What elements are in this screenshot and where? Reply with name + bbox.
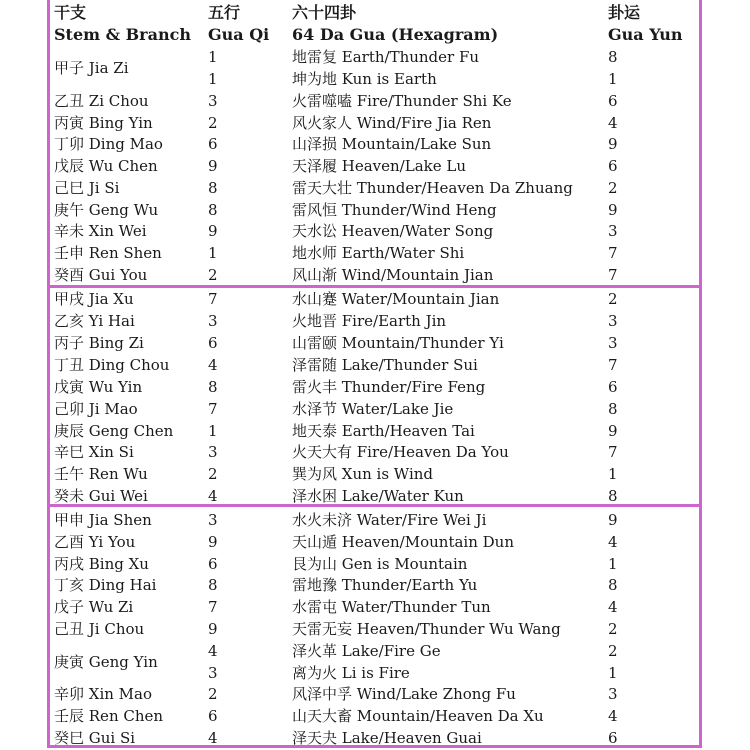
stem-branch-cell: 戊子 Wu Zi <box>54 598 134 616</box>
gua-qi-cell: 2 <box>208 465 218 483</box>
header-stem-branch-cn: 干支 <box>54 3 87 22</box>
hexagram-cell: 泽火革 Lake/Fire Ge <box>292 642 441 660</box>
stem-branch-cell: 癸未 Gui Wei <box>54 487 148 505</box>
hexagram-cell: 巽为风 Xun is Wind <box>292 465 434 483</box>
hexagram-cell: 水山蹇 Water/Mountain Jian <box>292 290 500 308</box>
stem-branch-cell: 丁丑 Ding Chou <box>54 356 170 374</box>
gua-qi-cell: 2 <box>208 114 218 132</box>
gua-yun-cell: 4 <box>608 533 618 551</box>
gua-yun-cell: 3 <box>608 685 618 703</box>
gua-qi-cell: 1 <box>208 48 218 66</box>
stem-branch-cell: 戊辰 Wu Chen <box>54 157 158 175</box>
stem-branch-cell: 壬辰 Ren Chen <box>54 707 164 725</box>
gua-yun-cell: 1 <box>608 664 618 682</box>
gua-qi-cell: 2 <box>208 685 218 703</box>
stem-branch-cell: 庚辰 Geng Chen <box>54 422 174 440</box>
gua-qi-cell: 1 <box>208 244 218 262</box>
stem-branch-cell: 癸巳 Gui Si <box>54 729 136 747</box>
hexagram-cell: 地水师 Earth/Water Shi <box>292 244 465 262</box>
gua-qi-cell: 3 <box>208 443 218 461</box>
gua-yun-cell: 7 <box>608 244 618 262</box>
gua-qi-cell: 9 <box>208 533 218 551</box>
stem-branch-cell: 辛未 Xin Wei <box>54 222 147 240</box>
gua-yun-cell: 7 <box>608 443 618 461</box>
gua-yun-cell: 9 <box>608 201 618 219</box>
gua-qi-cell: 8 <box>208 378 218 396</box>
stem-branch-cell: 乙丑 Zi Chou <box>54 92 149 110</box>
hexagram-cell: 雷火丰 Thunder/Fire Feng <box>292 378 486 396</box>
hexagram-cell: 泽雷随 Lake/Thunder Sui <box>292 356 478 374</box>
gua-qi-cell: 4 <box>208 729 218 747</box>
stem-branch-cell: 丙戌 Bing Xu <box>54 555 149 573</box>
hexagram-cell: 火天大有 Fire/Heaven Da You <box>292 443 509 461</box>
hexagram-cell: 风泽中孚 Wind/Lake Zhong Fu <box>292 685 516 703</box>
hexagram-cell: 天雷无妄 Heaven/Thunder Wu Wang <box>292 620 561 638</box>
stem-branch-cell: 丙子 Bing Zi <box>54 334 144 352</box>
gua-qi-cell: 7 <box>208 290 218 308</box>
hexagram-cell: 泽天夬 Lake/Heaven Guai <box>292 729 482 747</box>
gua-qi-cell: 4 <box>208 642 218 660</box>
gua-qi-cell: 8 <box>208 179 218 197</box>
stem-branch-cell: 癸酉 Gui You <box>54 266 148 284</box>
gua-qi-cell: 6 <box>208 707 218 725</box>
hexagram-cell: 水火未济 Water/Fire Wei Ji <box>292 511 487 529</box>
stem-branch-cell: 己巳 Ji Si <box>54 179 120 197</box>
stem-branch-cell: 乙亥 Yi Hai <box>54 312 135 330</box>
gua-yun-cell: 6 <box>608 729 618 747</box>
gua-yun-cell: 1 <box>608 465 618 483</box>
gua-qi-cell: 6 <box>208 555 218 573</box>
gua-yun-cell: 3 <box>608 334 618 352</box>
gua-qi-cell: 3 <box>208 92 218 110</box>
hexagram-cell: 天泽履 Heaven/Lake Lu <box>292 157 466 175</box>
hexagram-cell: 泽水困 Lake/Water Kun <box>292 487 464 505</box>
header-hexagram-cn: 六十四卦 <box>292 3 357 22</box>
hexagram-cell: 山雷颐 Mountain/Thunder Yi <box>292 334 504 352</box>
header-gua-yun-cn: 卦运 <box>608 3 641 22</box>
hexagram-cell: 山天大畜 Mountain/Heaven Da Xu <box>292 707 544 725</box>
gua-yun-cell: 2 <box>608 290 618 308</box>
stem-branch-cell: 辛巳 Xin Si <box>54 443 134 461</box>
gua-yun-cell: 7 <box>608 356 618 374</box>
stem-branch-cell: 己丑 Ji Chou <box>54 620 145 638</box>
gua-qi-cell: 9 <box>208 620 218 638</box>
gua-qi-cell: 6 <box>208 135 218 153</box>
gua-yun-cell: 1 <box>608 555 618 573</box>
gua-yun-cell: 2 <box>608 620 618 638</box>
hexagram-cell: 天山遁 Heaven/Mountain Dun <box>292 533 514 551</box>
gua-yun-cell: 1 <box>608 70 618 88</box>
gua-yun-cell: 2 <box>608 179 618 197</box>
header-gua-qi-cn: 五行 <box>208 3 241 22</box>
stem-branch-cell: 壬午 Ren Wu <box>54 465 148 483</box>
gua-qi-cell: 7 <box>208 400 218 418</box>
hexagram-cell: 艮为山 Gen is Mountain <box>292 555 468 573</box>
gua-yun-cell: 4 <box>608 114 618 132</box>
gua-yun-cell: 3 <box>608 222 618 240</box>
hexagram-cell: 山泽损 Mountain/Lake Sun <box>292 135 492 153</box>
gua-qi-cell: 4 <box>208 487 218 505</box>
gua-yun-cell: 8 <box>608 48 618 66</box>
stem-branch-cell: 己卯 Ji Mao <box>54 400 138 418</box>
gua-yun-cell: 9 <box>608 511 618 529</box>
gua-qi-cell: 3 <box>208 511 218 529</box>
hexagram-cell: 离为火 Li is Fire <box>292 664 410 682</box>
stem-branch-cell: 丙寅 Bing Yin <box>54 114 153 132</box>
gua-qi-cell: 1 <box>208 70 218 88</box>
gua-yun-cell: 2 <box>608 642 618 660</box>
gua-qi-cell: 9 <box>208 222 218 240</box>
gua-yun-cell: 6 <box>608 92 618 110</box>
hexagram-cell: 坤为地 Kun is Earth <box>292 70 437 88</box>
stem-branch-cell: 壬申 Ren Shen <box>54 244 162 262</box>
gua-qi-cell: 7 <box>208 598 218 616</box>
gua-qi-cell: 3 <box>208 312 218 330</box>
gua-yun-cell: 4 <box>608 598 618 616</box>
hexagram-cell: 地天泰 Earth/Heaven Tai <box>292 422 475 440</box>
gua-yun-cell: 8 <box>608 487 618 505</box>
gua-yun-cell: 9 <box>608 422 618 440</box>
gua-yun-cell: 8 <box>608 576 618 594</box>
gua-qi-cell: 3 <box>208 664 218 682</box>
stem-branch-cell: 辛卯 Xin Mao <box>54 685 153 703</box>
hexagram-cell: 水雷屯 Water/Thunder Tun <box>292 598 491 616</box>
header-hexagram-en: 64 Da Gua (Hexagram) <box>292 25 499 44</box>
header-gua-qi-en: Gua Qi <box>208 25 270 44</box>
gua-qi-cell: 2 <box>208 266 218 284</box>
gua-yun-cell: 6 <box>608 157 618 175</box>
stem-branch-cell: 庚午 Geng Wu <box>54 201 159 219</box>
gua-qi-cell: 8 <box>208 576 218 594</box>
stem-branch-cell: 丁亥 Ding Hai <box>54 576 157 594</box>
hexagram-cell: 火地晋 Fire/Earth Jin <box>292 312 447 330</box>
stem-branch-cell: 乙酉 Yi You <box>54 533 136 551</box>
header-stem-branch-en: Stem & Branch <box>54 25 191 44</box>
hexagram-cell: 风山渐 Wind/Mountain Jian <box>292 266 494 284</box>
stem-branch-cell: 甲子 Jia Zi <box>54 59 129 77</box>
gua-yun-cell: 4 <box>608 707 618 725</box>
gua-qi-cell: 4 <box>208 356 218 374</box>
hexagram-cell: 风火家人 Wind/Fire Jia Ren <box>292 114 492 132</box>
hexagram-cell: 雷地豫 Thunder/Earth Yu <box>292 576 478 594</box>
stem-branch-cell: 庚寅 Geng Yin <box>54 653 158 671</box>
hexagram-cell: 地雷复 Earth/Thunder Fu <box>292 48 480 66</box>
gua-yun-cell: 6 <box>608 378 618 396</box>
stem-branch-cell: 戊寅 Wu Yin <box>54 378 143 396</box>
hexagram-cell: 雷天大壮 Thunder/Heaven Da Zhuang <box>292 179 573 197</box>
gua-qi-cell: 8 <box>208 201 218 219</box>
gua-yun-cell: 8 <box>608 400 618 418</box>
header-gua-yun-en: Gua Yun <box>608 25 683 44</box>
gua-yun-cell: 3 <box>608 312 618 330</box>
gua-qi-cell: 6 <box>208 334 218 352</box>
hexagram-cell: 水泽节 Water/Lake Jie <box>292 400 454 418</box>
gua-qi-cell: 9 <box>208 157 218 175</box>
stem-branch-cell: 甲申 Jia Shen <box>54 511 152 529</box>
stem-branch-cell: 丁卯 Ding Mao <box>54 135 163 153</box>
hexagram-cell: 天水讼 Heaven/Water Song <box>292 222 494 240</box>
gua-qi-cell: 1 <box>208 422 218 440</box>
hexagram-cell: 雷风恒 Thunder/Wind Heng <box>292 201 497 219</box>
gua-yun-cell: 9 <box>608 135 618 153</box>
gua-yun-cell: 7 <box>608 266 618 284</box>
hexagram-cell: 火雷噬嗑 Fire/Thunder Shi Ke <box>292 92 512 110</box>
stem-branch-cell: 甲戌 Jia Xu <box>54 290 134 308</box>
